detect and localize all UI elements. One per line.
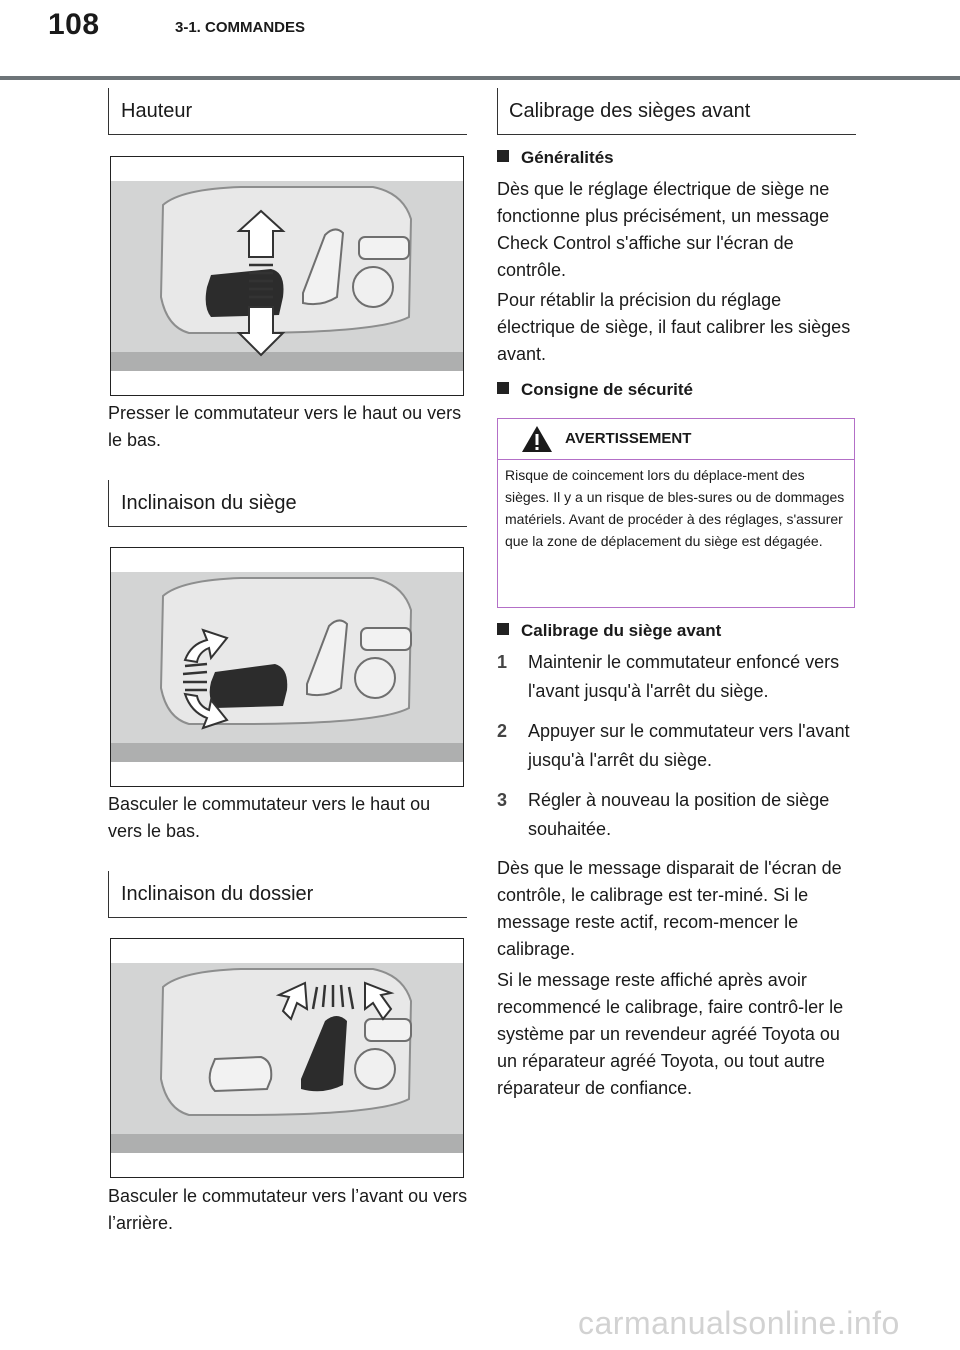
paragraph: Pour rétablir la précision du réglage électrique de siège, il faut calibrer les sièges avant. — [497, 290, 851, 364]
step-number: 3 — [497, 790, 508, 810]
section-hauteur — [108, 88, 467, 135]
paragraph: Dès que le message disparait de l'écran de contrôle, le calibrage est ter-miné. Si le message reste actif, recom-mencer le calibrage. — [497, 858, 842, 959]
section-title: Calibrage des sièges avant — [509, 100, 751, 122]
section-inclinaison-siege — [108, 480, 467, 527]
figure-backrest-tilt-switch — [110, 938, 464, 1178]
header-rule — [0, 76, 960, 80]
section-underline — [109, 134, 467, 135]
page-number: 108 — [48, 8, 100, 41]
figure-seat-tilt-switch — [110, 547, 464, 787]
section-title: Hauteur — [121, 100, 193, 122]
warning-text: Risque de coincement lors du déplace-ment des sièges. Il y a un risque de bles-sures ou de dommages matériels. Avant de procéder à des réglages, s'assurer que la zone de déplacement du siège est dégagée. — [505, 467, 845, 549]
watermark: carmanualsonline.info — [578, 1305, 900, 1341]
step-text: Régler à nouveau la position de siège souhaitée. — [528, 790, 830, 839]
subheading-generalites — [497, 148, 614, 168]
section-underline — [498, 134, 856, 135]
subheading-securite — [497, 380, 693, 400]
section-title: Inclinaison du siège — [121, 492, 297, 514]
step-number: 2 — [497, 721, 508, 741]
square-bullet-icon — [497, 623, 509, 635]
section-underline — [109, 917, 467, 918]
caption-inclinaison-siege: Basculer le commutateur vers le haut ou vers le bas. — [108, 794, 431, 841]
paragraph: Dès que le réglage électrique de siège ne fonctionne plus précisément, un message Check Control s'affiche sur l'écran de contrôle. — [497, 179, 830, 280]
square-bullet-icon — [497, 150, 509, 162]
chapter-title: 3-1. COMMANDES — [175, 19, 306, 36]
square-bullet-icon — [497, 382, 509, 394]
subheading-calibrage — [497, 621, 721, 641]
section-calibrage — [497, 88, 856, 135]
section-inclinaison-dossier — [108, 871, 467, 918]
caption-hauteur: Presser le commutateur vers le haut ou vers le bas. — [108, 403, 462, 450]
figure-seat-height-switch — [110, 156, 464, 396]
step-number: 1 — [497, 652, 508, 672]
warning-triangle-icon — [520, 424, 554, 454]
section-underline — [109, 526, 467, 527]
warning-title: AVERTISSEMENT — [565, 430, 692, 447]
caption-inclinaison-dossier: Basculer le commutateur vers l’avant ou vers l’arrière. — [108, 1186, 468, 1233]
warning-header — [498, 419, 854, 460]
section-title: Inclinaison du dossier — [121, 883, 314, 905]
subheading-text: Consigne de sécurité — [521, 380, 693, 399]
subheading-text: Calibrage du siège avant — [521, 621, 722, 640]
warning-box — [497, 418, 855, 608]
subheading-text: Généralités — [521, 148, 614, 167]
step-text: Maintenir le commutateur enfoncé vers l'avant jusqu'à l'arrêt du siège. — [528, 652, 840, 701]
paragraph: Si le message reste affiché après avoir recommencé le calibrage, faire contrô-ler le système par un revendeur agréé Toyota ou un réparateur agréé Toyota, ou tout autre réparateur de confiance. — [497, 970, 844, 1098]
step-text: Appuyer sur le commutateur vers l'avant jusqu'à l'arrêt du siège. — [528, 721, 850, 770]
